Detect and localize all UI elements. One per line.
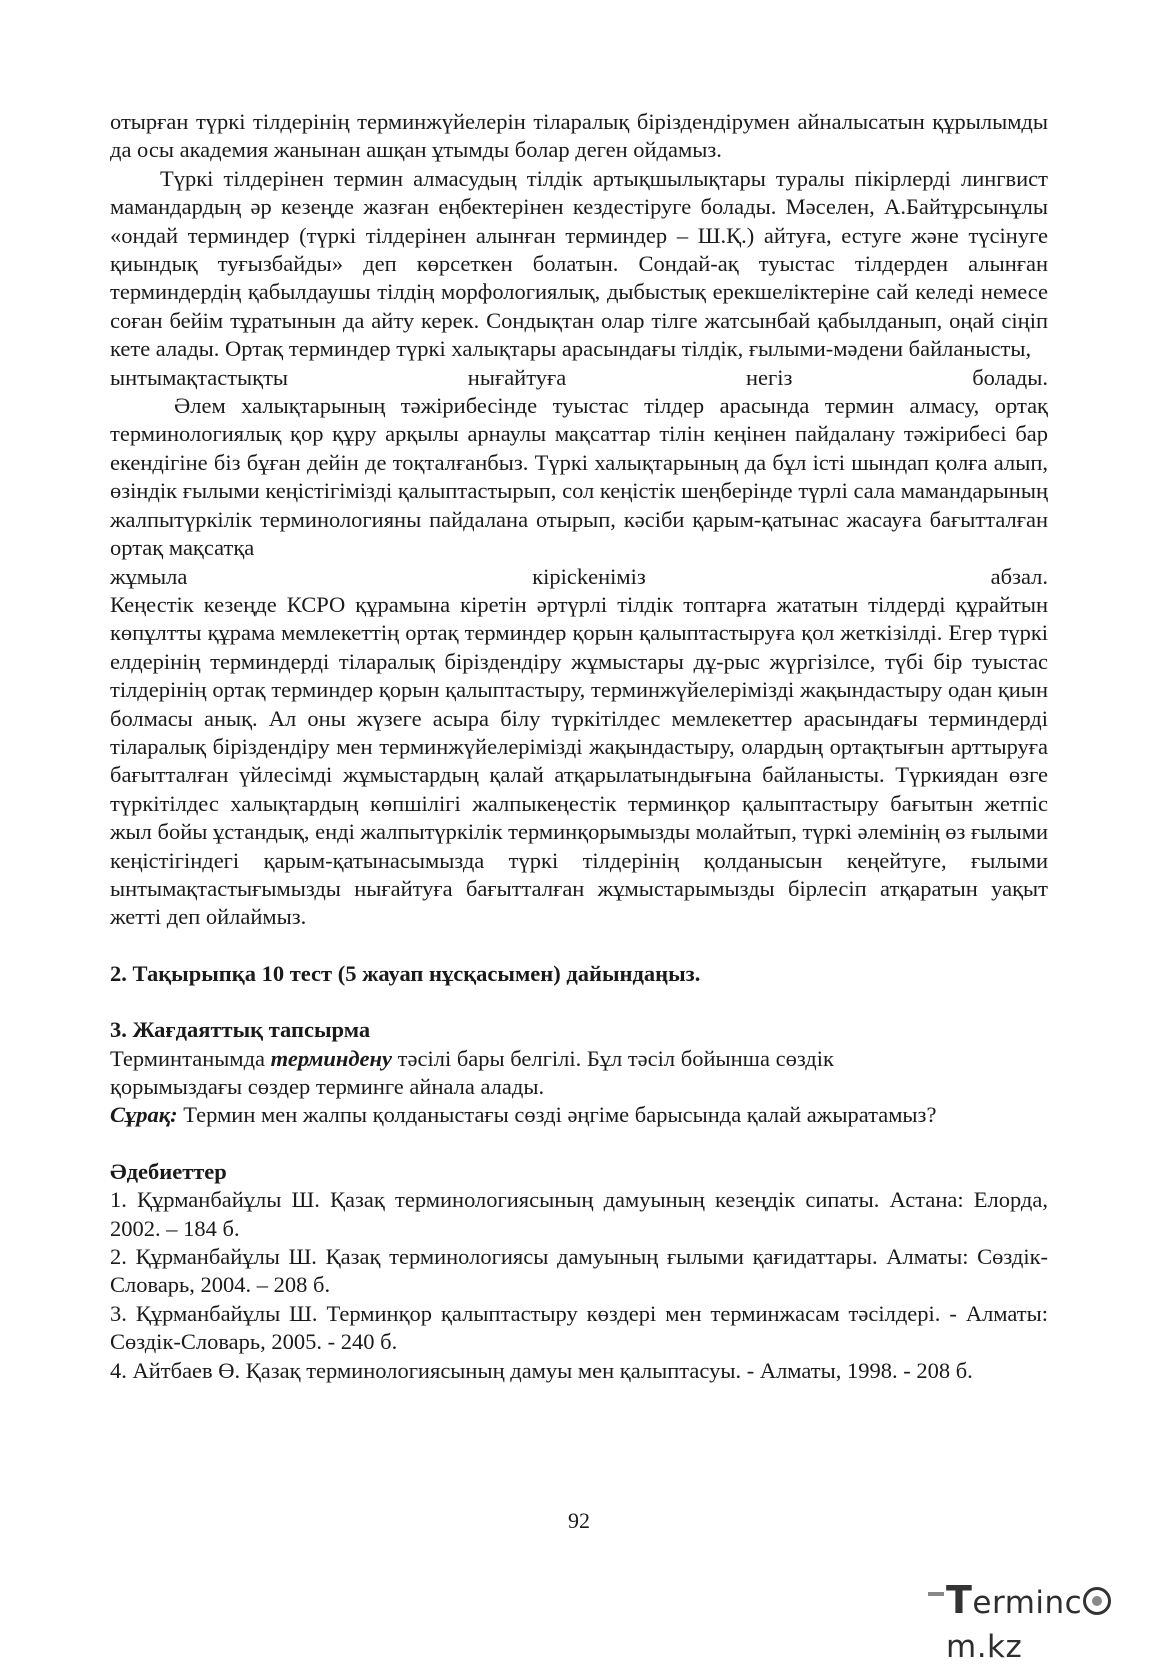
paragraph-1: отырған түркі тілдерінің терминжүйелерін тіларалық біріздендірумен айналысатын құрылымды да осы академия жанынан ашқан ұтымды болар деген ойдамыз.	[110, 109, 1048, 163]
termincom-logo: Termincm.kz	[946, 1578, 1146, 1622]
paragraph-3: Әлем халықтарының тәжірибесінде туыстас тілдер арасында термин алмасу, ортақ терминологиялық қор құру арқылы арнаулы мақсаттар тілін кеңінен пайдалану тәжірибесі бар екендігіне біз бұған дейін де тоқталғанбыз. Түркі халықтарының да бұл істі шындап қолға алып, өзіндік ғылыми кеңістігімізді қалыптастырып, сол кеңістік шеңберінде түрлі сала мамандарының жалпытүркілік терминологияны пайдалана отырып, кәсіби қарым-қатынас жасауға бағытталған ортақ мақсатқа	[110, 393, 1048, 561]
task-text-line-2: қорымыздағы сөздер терминге айнала алады.	[110, 1074, 545, 1099]
task-text-line-1	[110, 1045, 1048, 1073]
reference-item: 2. Құрманбайұлы Ш. Қазақ терминологиясы дамуының ғылыми қағидаттары. Алматы: Сөздік-Словарь, 2004. – 208 б.	[110, 1244, 1048, 1298]
references	[110, 1158, 1048, 1385]
paragraph-4: Кеңестік кезеңде КСРО құрамына кіретін әртүрлі тілдік топтарға жататын тілдерді құрайтын көпұлтты құрама мемлекеттің ортақ терминдер қорын қалыптастыруға қол жеткізілді. Егер түркі елдерінің терминдерді тіларалық біріздендіру жұмыстары дұ-рыс жүргізілсе, түбі бір туыстас тілдерінің ортақ терминдер қорын қалыптастыру, терминжүйелерімізді жақындастыру одан қиын болмасы анық. Ал оны жүзеге асыра білу түркітілдес мемлекеттер арасындағы терминдерді тіларалық біріздендіру мен терминжүйелерімізді жақындастыру, олардың ортақтығын арттыруға бағытталған үйлесімді жұмыстардың қалай атқарылатындығына байланысты. Түркиядан өзге түркітілдес халықтардың көпшілігі жалпыкеңестік терминқор қалыптастыру бағытын жетпіс жыл бойы ұстандық, енді жалпытүркілік терминқорымызды молайтып, түркі әлемінің өз ғылыми кеңістігіндегі қарым-қатынасымызда түркі тілдерінің қолданысын кеңейтуге, ғылыми ынтымақтастығымызды нығайтуға бағытталған жұмыстарымызды бірлесіп атқаратын уақыт жетті деп ойлаймыз.	[110, 591, 1048, 930]
question-label: Сұрақ:	[110, 1102, 178, 1128]
task-text-after: тәсілі бары белгілі. Бұл тәсіл бойынша сөздік	[392, 1045, 834, 1071]
task-text-before: Терминтанымда	[110, 1045, 271, 1071]
task-question	[110, 1101, 1048, 1129]
reference-item: 4. Айтбаев Ө. Қазақ терминологиясының дамуы мен қалыптасуы. - Алматы, 1998. - 208 б.	[110, 1357, 973, 1383]
logo-o-icon	[1083, 1587, 1111, 1615]
reference-item: 3. Құрманбайұлы Ш. Терминқор қалыптастыру көздері мен терминжасам тәсілдері. - Алматы: Сөздік-Словарь, 2005. - 240 б.	[110, 1300, 1048, 1355]
paragraph-3-last-line: жұмыла кірісkеніміз абзал.	[110, 563, 1048, 589]
section-3-heading: 3. Жағдаяттық тапсырма	[110, 1017, 371, 1043]
references-heading: Әдебиеттер	[110, 1158, 227, 1184]
page-number: 92	[568, 1508, 590, 1533]
question-text: Термин мен жалпы қолданыстағы сөзді әңгіме барысында қалай ажыратамыз?	[177, 1102, 937, 1128]
reference-item: 1. Құрманбайұлы Ш. Қазақ терминологиясының дамуының кезеңдік сипаты. Астана: Елорда, 2002. – 184 б.	[110, 1187, 1048, 1241]
situational-task	[110, 1016, 1048, 1130]
section-2-heading: 2. Тақырыпқа 10 тест (5 жауап нұсқасымен) дайындаңыз.	[110, 960, 701, 986]
paragraph-2-last-line: ынтымақтастықты нығайтуға негіз болады.	[110, 364, 1048, 390]
logo-bar-icon	[928, 1592, 944, 1596]
paragraph-2: Түркі тілдерінен термин алмасудың тілдік артықшылықтары туралы пікірлерді лингвист мамандардың әр кезеңде жазған еңбектерінен кездестіруге болады. Мәселен, А.Байтұрсынұлы «ондай терминдер (түркі тілдерінен алынған терминдер – Ш.Қ.) айтуға, естуге және түсінуге қиындық туғызбайды» деп көрсеткен болатын. Сондай-ақ туыстас тілдерден алынған терминдердің қабылдаушы тілдің морфологиялық, дыбыстық ерекшеліктеріне сай келеді немесе соған бейім тұратынын да айту керек. Сондықтан олар тілге жатсынбай қабылданып, оңай сіңіп кете алады. Ортақ терминдер түркі халықтары арасындағы тілдік, ғылыми-мәдени байланысты,	[110, 165, 1048, 362]
page-content	[110, 108, 1048, 1385]
task-term: терминдену	[270, 1045, 393, 1071]
